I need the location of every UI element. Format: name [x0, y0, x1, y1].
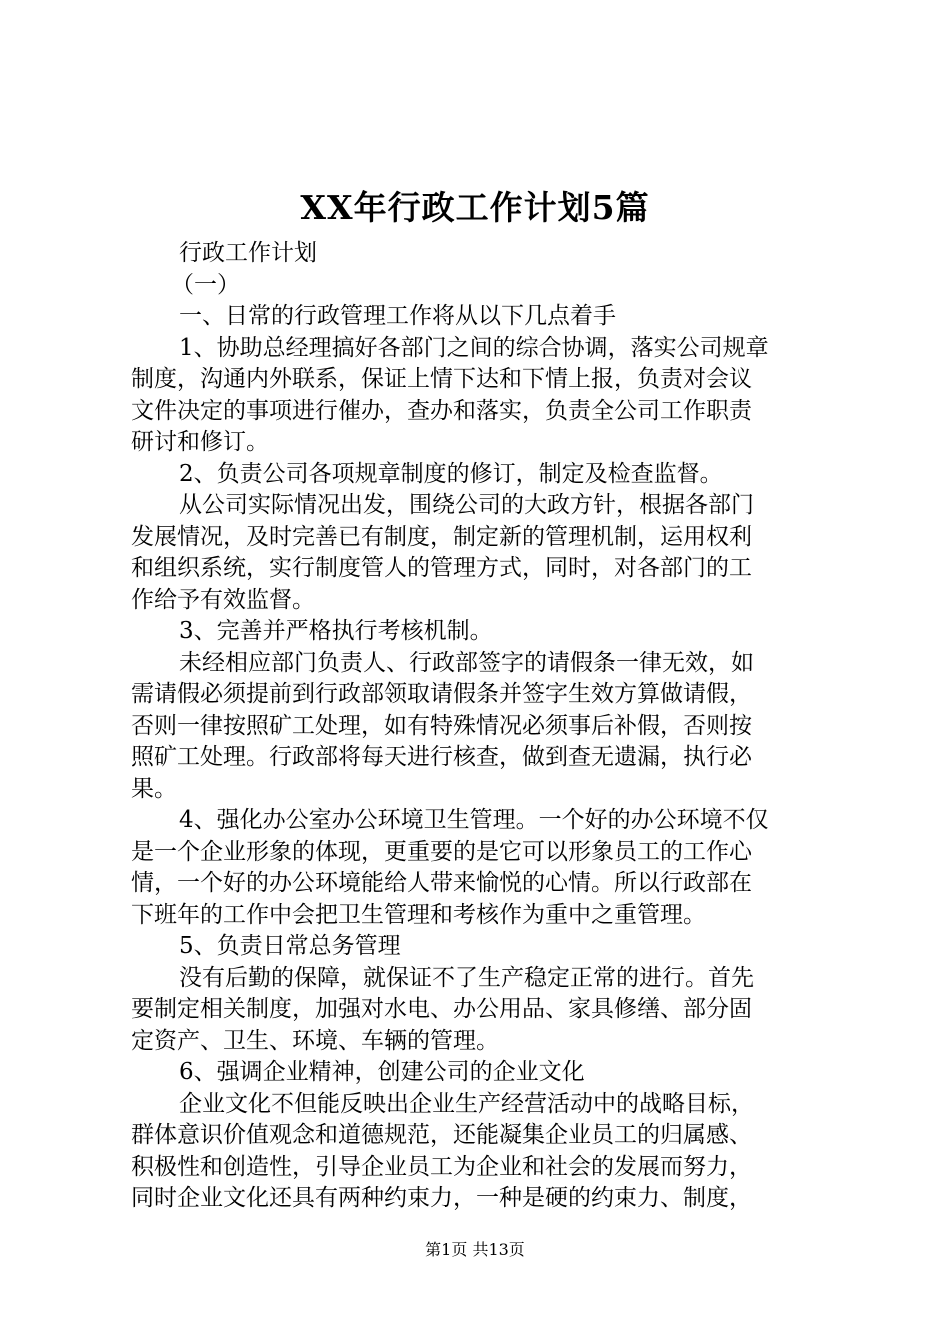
paragraph-line: 制度，沟通内外联系，保证上情下达和下情上报，负责对会议 — [131, 366, 752, 392]
subsection-heading: 一、日常的行政管理工作将从以下几点着手 — [179, 303, 616, 329]
paragraph-line: 文件决定的事项进行催办，查办和落实，负责全公司工作职责 — [131, 397, 752, 424]
paragraph-line: 5、负责日常总务管理 — [179, 933, 401, 959]
paragraph-line: 定资产、卫生、环境、车辆的管理。 — [131, 1027, 499, 1054]
paragraph-line: 是一个企业形象的体现，更重要的是它可以形象员工的工作心 — [131, 838, 752, 865]
paragraph-line: 否则一律按照矿工处理，如有特殊情况必须事后补假，否则按 — [131, 712, 752, 739]
document-body — [131, 238, 831, 1215]
paragraph-line: 2、负责公司各项规章制度的修订，制定及检查监督。 — [179, 460, 723, 487]
paragraph-line: 1、协助总经理搞好各部门之间的综合协调，落实公司规章 — [179, 334, 769, 361]
paragraph-line: 照矿工处理。行政部将每天进行核查，做到查无遗漏，执行必 — [131, 744, 752, 770]
page-footer: 第1页 共13页 — [425, 1240, 525, 1259]
section-heading: 行政工作计划 — [179, 240, 317, 266]
paragraph-line: 研讨和修订。 — [131, 429, 269, 455]
paragraph-line: 6、强调企业精神，创建公司的企业文化 — [179, 1059, 585, 1085]
paragraph-line: 3、完善并严格执行考核机制。 — [179, 618, 493, 644]
paragraph-line: 发展情况，及时完善已有制度，制定新的管理机制，运用权利 — [131, 523, 752, 550]
paragraph-line: 果。 — [131, 775, 177, 802]
paragraph-line: 情，一个好的办公环境能给人带来愉悦的心情。所以行政部在 — [131, 870, 752, 896]
document-title: XX年行政工作计划5篇 — [300, 188, 650, 227]
paragraph-line: 作给予有效监督。 — [131, 586, 315, 613]
paragraph-line: 积极性和创造性，引导企业员工为企业和社会的发展而努力， — [131, 1153, 752, 1180]
paragraph-line: 没有后勤的保障，就保证不了生产稳定正常的进行。首先 — [179, 964, 754, 991]
paragraph-line: 下班年的工作中会把卫生管理和考核作为重中之重管理。 — [131, 901, 706, 928]
paragraph-line: 需请假必须提前到行政部领取请假条并签字生效方算做请假， — [131, 681, 752, 707]
paragraph-line: 4、强化办公室办公环境卫生管理。一个好的办公环境不仅 — [179, 807, 769, 833]
paragraph-line: 要制定相关制度，加强对水电、办公用品、家具修缮、部分固 — [131, 996, 752, 1022]
paragraph-line: 和组织系统，实行制度管人的管理方式，同时，对各部门的工 — [131, 555, 752, 581]
paragraph-line: 从公司实际情况出发，围绕公司的大政方针，根据各部门 — [179, 492, 754, 518]
paragraph-line: 未经相应部门负责人、行政部签字的请假条一律无效，如 — [179, 649, 754, 676]
paragraph-line: 企业文化不但能反映出企业生产经营活动中的战略目标， — [179, 1090, 754, 1117]
section-number: （一） — [171, 271, 240, 298]
paragraph-line: 群体意识价值观念和道德规范，还能凝集企业员工的归属感、 — [131, 1122, 752, 1148]
paragraph-line: 同时企业文化还具有两种约束力，一种是硬的约束力、制度， — [131, 1185, 752, 1211]
